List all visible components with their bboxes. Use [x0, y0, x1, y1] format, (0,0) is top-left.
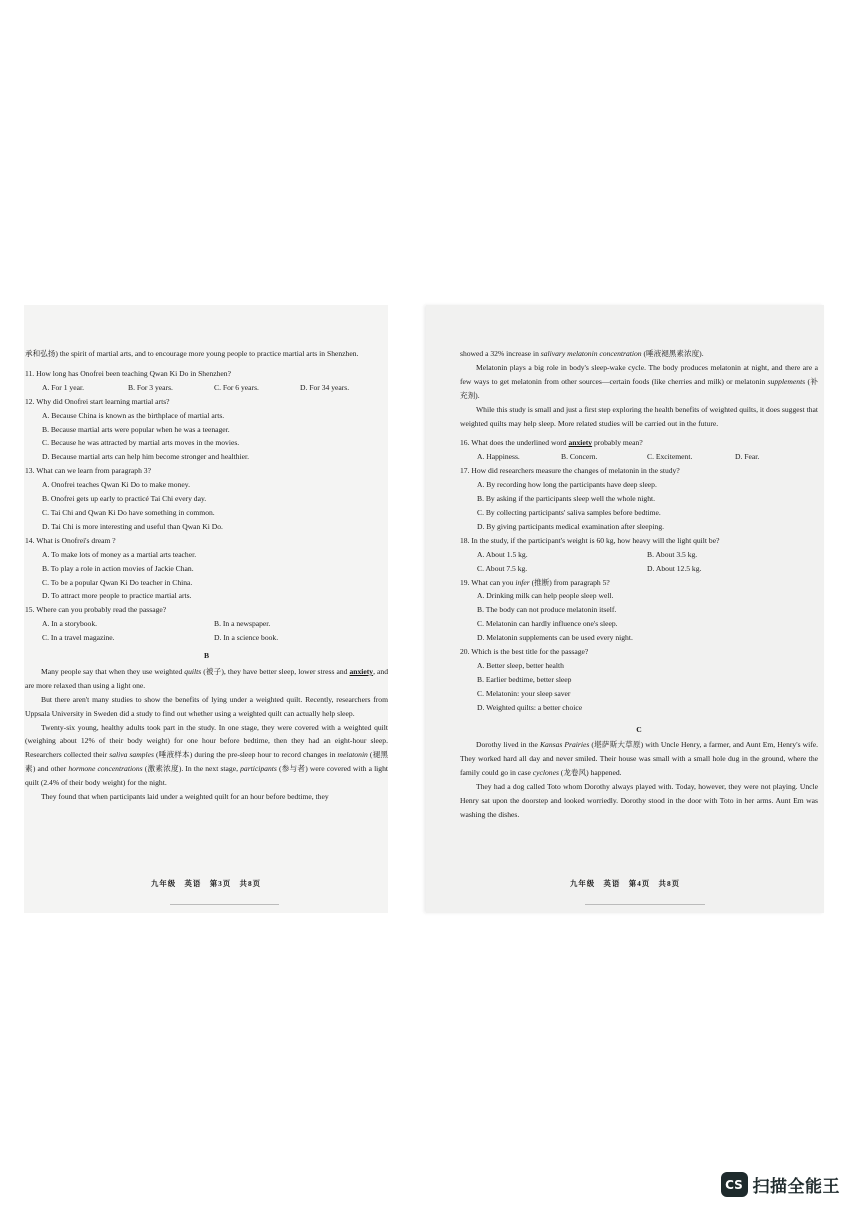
exam-page-3: [24, 305, 388, 913]
option-c: C. By collecting participants' saliva samples before bedtime.: [477, 507, 661, 517]
option-a: A. Drinking milk can help people sleep well.: [477, 591, 614, 601]
option-a: A. By recording how long the participants have deep sleep.: [477, 480, 657, 490]
footer-divider: [170, 904, 279, 905]
option-b: B. The body can not produce melatonin itself.: [477, 605, 617, 615]
option-a: A. For 1 year.: [42, 382, 84, 392]
continued-paragraph: 承和弘扬) the spirit of martial arts, and to encourage more young people to practice martial arts in Shenzhen.: [25, 349, 359, 358]
option-b: B. Because martial arts were popular when he was a teenager.: [42, 424, 230, 434]
option-c: C. Excitement.: [647, 452, 693, 462]
section-c-heading: C: [636, 724, 642, 734]
question-20: 20. Which is the best title for the passage?: [460, 647, 589, 657]
option-d: D. Tai Chi is more interesting and useful than Qwan Ki Do.: [42, 521, 223, 531]
option-c: C. About 7.5 kg.: [477, 563, 528, 573]
option-c: C. In a travel magazine.: [42, 633, 115, 643]
page-footer: 九年级 英语 第4页 共8页: [569, 879, 681, 889]
option-a: A. About 1.5 kg.: [477, 549, 528, 559]
option-d: D. For 34 years.: [300, 382, 350, 392]
option-b: B. About 3.5 kg.: [647, 549, 698, 559]
camscanner-brand-text: 扫描全能王: [752, 1177, 840, 1197]
question-16: 16. What does the underlined word anxiety probably mean?: [460, 438, 643, 448]
option-d: D. About 12.5 kg.: [647, 563, 702, 573]
option-a: A. Onofrei teaches Qwan Ki Do to make money.: [42, 480, 190, 490]
passage-b-paragraph-3: Twenty-six young, healthy adults took part in the study. In one stage, they were covered with a weighted quilt (weighing about 12% of their body weight) for one hour before bedtime, then they had an eight-hour sleep. Researchers collected their saliva samples (唾液样本) during the pre-sleep hour to record changes in melatonin (褪黑素) and other hormone concentrations (激素浓度). In the next stage, participants (参与者) were covered with a light quilt (2.4% of their body weight) for the night.: [25, 722, 388, 788]
question-12: 12. Why did Onofrei start learning martial arts?: [25, 396, 170, 406]
passage-b-paragraph-1: Many people say that when they use weighted quilts (被子), they have better sleep, lower stress and anxiety, and are more relaxed than using a light one.: [25, 666, 388, 690]
passage-b-paragraph-2: But there aren't many studies to show the benefits of lying under a weighted quilt. Recently, researchers from Uppsala University in Sweden did a study to find out whether using a weighted quilt can actually help sleep.: [25, 694, 388, 718]
option-b: B. In a newspaper.: [214, 619, 271, 629]
option-b: B. By asking if the participants sleep well the whole night.: [477, 494, 655, 504]
option-b: B. Concern.: [561, 452, 598, 462]
underlined-word-anxiety: anxiety: [349, 666, 374, 676]
passage-b-paragraph-6: While this study is small and just a first step exploring the health benefits of weighted quilts, it does suggest that weighted quilts may help sleep. More related studies will be carried out in the future.: [460, 404, 818, 428]
option-b: B. For 3 years.: [128, 382, 173, 392]
question-15-options-row-2: [25, 631, 388, 645]
option-a: A. Better sleep, better health: [477, 660, 564, 670]
option-c: C. For 6 years.: [214, 382, 259, 392]
exam-page-4: [426, 305, 824, 913]
question-11-options: [25, 381, 388, 395]
question-15: 15. Where can you probably read the passage?: [25, 605, 167, 615]
option-a: A. In a storybook.: [42, 619, 98, 629]
camscanner-watermark: [721, 1172, 841, 1197]
option-c: C. Melatonin: your sleep saver: [477, 688, 571, 698]
option-c: C. Tai Chi and Qwan Ki Do have something in common.: [42, 507, 215, 517]
question-16-options: [460, 450, 818, 464]
option-b: B. Earlier bedtime, better sleep: [477, 674, 572, 684]
passage-c-paragraph-1: Dorothy lived in the Kansas Prairies (堪萨斯大草原) with Uncle Henry, a farmer, and Aunt Em, Henry's wife. They worked hard all day and never smiled. Their house was small with a small hole dug in the ground, where the family could go in case cyclones (龙卷风) happened.: [460, 740, 818, 778]
option-a: A. Because China is known as the birthplace of martial arts.: [42, 410, 225, 420]
passage-c-paragraph-2: They had a dog called Toto whom Dorothy always played with. Today, however, they were not playing. Uncle Henry sat upon the doorstep and looked worriedly. Dorothy stood in the door with Toto in her arms. Aunt Em was washing the dishes.: [460, 782, 818, 819]
option-c: C. Melatonin can hardly influence one's sleep.: [477, 619, 618, 629]
option-d: D. Melatonin supplements can be used every night.: [477, 633, 633, 643]
option-b: B. Onofrei gets up early to practicé Tai Chi every day.: [42, 494, 207, 504]
question-19: 19. What can you infer (推断) from paragraph 5?: [460, 577, 610, 587]
question-13: 13. What can we learn from paragraph 3?: [25, 466, 151, 476]
question-18-options-row-1: [460, 548, 818, 562]
question-18-options-row-2: [460, 562, 818, 576]
option-c: C. To be a popular Qwan Ki Do teacher in China.: [42, 577, 193, 587]
option-d: D. By giving participants medical examination after sleeping.: [477, 521, 665, 531]
option-d: D. Weighted quilts: a better choice: [477, 702, 583, 712]
camscanner-logo-icon: CS: [721, 1172, 748, 1197]
question-14: 14. What is Onofrei's dream ?: [25, 535, 116, 545]
question-15-options-row-1: [25, 617, 388, 631]
page-footer: 九年级 英语 第3页 共8页: [150, 879, 262, 889]
passage-b-paragraph-4-cont: showed a 32% increase in salivary melatonin concentration (唾液褪黑素浓度).: [460, 349, 704, 358]
option-a: A. Happiness.: [477, 452, 520, 462]
option-d: D. To attract more people to practice martial arts.: [42, 591, 192, 601]
option-a: A. To make lots of money as a martial arts teacher.: [42, 549, 197, 559]
footer-divider: [585, 904, 704, 905]
option-d: D. Fear.: [735, 452, 760, 462]
passage-b-paragraph-4: They found that when participants laid under a weighted quilt for an hour before bedtime, they: [41, 792, 329, 802]
option-d: D. In a science book.: [214, 633, 279, 643]
question-17: 17. How did researchers measure the changes of melatonin in the study?: [460, 466, 680, 476]
question-18: 18. In the study, if the participant's weight is 60 kg, how heavy will the light quilt be?: [460, 535, 720, 545]
option-b: B. To play a role in action movies of Jackie Chan.: [42, 563, 194, 573]
option-d: D. Because martial arts can help him become stronger and healthier.: [42, 452, 250, 462]
option-c: C. Because he was attracted by martial arts moves in the movies.: [42, 438, 240, 448]
passage-b-paragraph-5: Melatonin plays a big role in body's sleep-wake cycle. The body produces melatonin at night, and there are a few ways to get melatonin from other sources—certain foods (like cherries and milk) or melatonin supplements (补充剂).: [460, 362, 818, 400]
question-11: 11. How long has Onofrei been teaching Qwan Ki Do in Shenzhen?: [25, 368, 231, 378]
section-b-heading: B: [203, 651, 210, 661]
